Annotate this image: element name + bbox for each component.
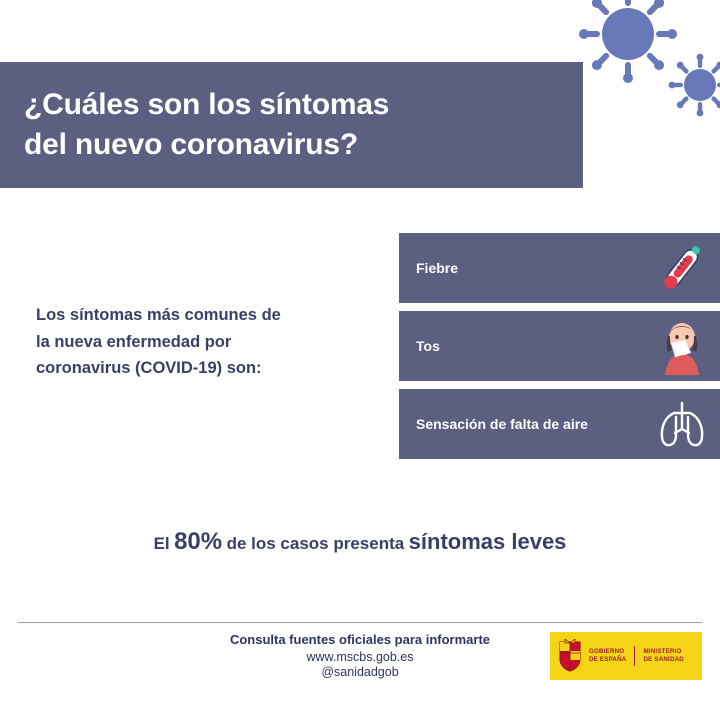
symptom-row-tos bbox=[399, 311, 720, 381]
coronavirus-decoration-icon bbox=[560, 0, 720, 132]
title-banner bbox=[0, 62, 583, 188]
symptoms-list bbox=[399, 233, 720, 467]
logo-gobierno bbox=[589, 648, 626, 664]
page-title-line1: ¿Cuáles son los síntomas bbox=[24, 88, 390, 122]
statistic-highlight: síntomas leves bbox=[408, 529, 567, 554]
statistic-prefix: El bbox=[153, 534, 170, 553]
symptom-row-falta-de-aire bbox=[399, 389, 720, 459]
logo-line1: GOBIERNO bbox=[589, 648, 625, 656]
statistic-middle: de los casos presenta bbox=[226, 534, 405, 553]
logo-line3: MINISTERIO bbox=[643, 648, 682, 656]
thermometer-icon bbox=[651, 239, 713, 297]
footer-divider bbox=[18, 622, 702, 623]
footer-handle[interactable]: @sanidadgob bbox=[321, 665, 399, 679]
spain-coat-of-arms-icon bbox=[557, 639, 583, 673]
coughing-person-icon bbox=[651, 317, 713, 375]
footer-url[interactable]: www.mscbs.gob.es bbox=[306, 650, 414, 664]
logo-text-group bbox=[589, 646, 684, 666]
statistic-percent: 80% bbox=[174, 528, 223, 555]
page-title-line2: del nuevo coronavirus? bbox=[24, 128, 359, 161]
government-logo bbox=[550, 632, 702, 680]
lungs-icon bbox=[651, 395, 713, 453]
intro-line3: coronavirus (COVID-19) son: bbox=[36, 359, 262, 378]
footer-title: Consulta fuentes oficiales para informarte bbox=[229, 632, 491, 647]
symptom-row-fiebre bbox=[399, 233, 720, 303]
statistic-line bbox=[0, 528, 720, 556]
symptom-label: Tos bbox=[416, 338, 440, 354]
logo-divider bbox=[634, 646, 635, 666]
symptom-label: Sensación de falta de aire bbox=[416, 416, 588, 432]
intro-line2: la nueva enfermedad por bbox=[36, 332, 232, 351]
intro-line1: Los síntomas más comunes de bbox=[36, 306, 281, 324]
logo-line2: DE ESPAÑA bbox=[589, 656, 627, 663]
logo-ministerio bbox=[643, 648, 684, 664]
logo-line4: DE SANIDAD bbox=[643, 656, 684, 663]
page-title bbox=[0, 85, 405, 164]
symptom-label: Fiebre bbox=[416, 260, 459, 276]
intro-paragraph bbox=[36, 302, 366, 382]
